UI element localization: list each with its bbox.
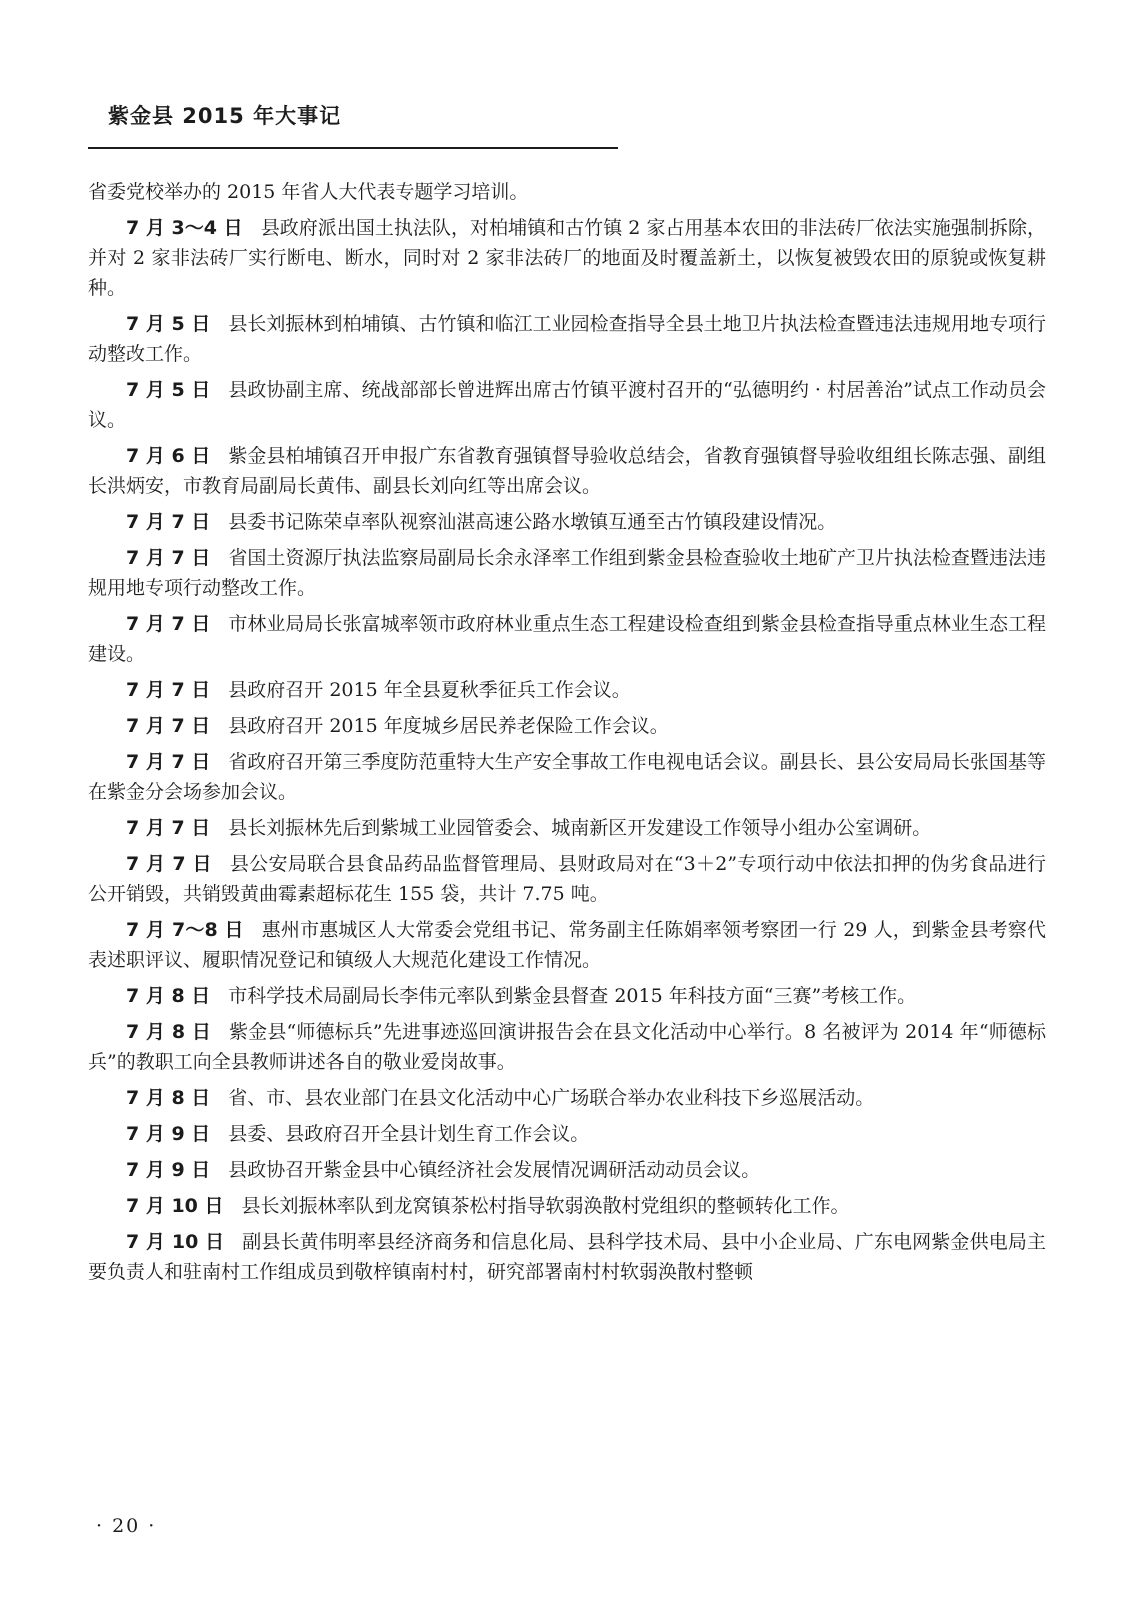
chronicle-entry — [88, 981, 1046, 1011]
entry-text: 紫金县柏埔镇召开申报广东省教育强镇督导验收总结会，省教育强镇督导验收组组长陈志强、副组长洪炳安，市教育局副局长黄伟、副县长刘向红等出席会议。 — [88, 445, 1046, 497]
entry-text: 县政府召开 2015 年度城乡居民养老保险工作会议。 — [228, 715, 669, 737]
chronicle-entry — [88, 375, 1046, 435]
chronicle-entry — [88, 1155, 1046, 1185]
chronicle-entry — [88, 747, 1046, 807]
chronicle-entry — [88, 507, 1046, 537]
entry-text: 省政府召开第三季度防范重特大生产安全事故工作电视电话会议。副县长、县公安局局长张国基等在紫金分会场参加会议。 — [88, 751, 1046, 803]
entry-text: 市科学技术局副局长李伟元率队到紫金县督查 2015 年科技方面“三赛”考核工作。 — [228, 985, 917, 1007]
entry-date: 7 月 7 日 — [126, 853, 212, 875]
chronicle-entry — [88, 1017, 1046, 1077]
running-header: 紫金县 2015 年大事记 — [108, 104, 342, 128]
chronicle-entry — [88, 441, 1046, 501]
entry-date: 7 月 8 日 — [126, 985, 211, 1007]
entry-text: 惠州市惠城区人大常委会党组书记、常务副主任陈娟率领考察团一行 29 人，到紫金县考察代表述职评议、履职情况登记和镇级人大规范化建设工作情况。 — [88, 919, 1046, 971]
chronicle-entry — [88, 675, 1046, 705]
entry-text: 紫金县“师德标兵”先进事迹巡回演讲报告会在县文化活动中心举行。8 名被评为 2014 年“师德标兵”的教职工向全县教师讲述各自的敬业爱岗故事。 — [88, 1021, 1046, 1073]
header-rule — [88, 147, 618, 149]
chronicle-entry — [88, 915, 1046, 975]
entry-date: 7 月 8 日 — [126, 1021, 212, 1043]
entry-date: 7 月 5 日 — [126, 379, 211, 401]
entry-text: 县长刘振林到柏埔镇、古竹镇和临江工业园检查指导全县土地卫片执法检查暨违法违规用地专项行动整改工作。 — [88, 313, 1046, 365]
entry-text: 县政协召开紫金县中心镇经济社会发展情况调研活动动员会议。 — [228, 1159, 761, 1181]
entry-date: 7 月 7 日 — [126, 613, 211, 635]
entry-list — [88, 213, 1046, 1287]
entry-text: 副县长黄伟明率县经济商务和信息化局、县科学技术局、县中小企业局、广东电网紫金供电局主要负责人和驻南村工作组成员到敬梓镇南村村，研究部署南村村软弱涣散村整顿 — [88, 1231, 1046, 1283]
chronicle-entry — [88, 849, 1046, 909]
entry-text: 县政协副主席、统战部部长曾进辉出席古竹镇平渡村召开的“弘德明约 · 村居善治”试点工作动员会议。 — [88, 379, 1046, 431]
entry-date: 7 月 9 日 — [126, 1123, 211, 1145]
entry-date: 7 月 7～8 日 — [126, 919, 244, 941]
chronicle-entry — [88, 1227, 1046, 1287]
entry-date: 7 月 7 日 — [126, 817, 211, 839]
entry-text: 县长刘振林先后到紫城工业园管委会、城南新区开发建设工作领导小组办公室调研。 — [228, 817, 932, 839]
entry-text: 县政府召开 2015 年全县夏秋季征兵工作会议。 — [228, 679, 631, 701]
entry-text: 县公安局联合县食品药品监督管理局、县财政局对在“3＋2”专项行动中依法扣押的伪劣食品进行公开销毁，共销毁黄曲霉素超标花生 155 袋，共计 7.75 吨。 — [88, 853, 1046, 905]
entry-date: 7 月 7 日 — [126, 751, 211, 773]
chronicle-entry — [88, 1191, 1046, 1221]
entry-text: 省、市、县农业部门在县文化活动中心广场联合举办农业科技下乡巡展活动。 — [228, 1087, 875, 1109]
entry-text: 市林业局局长张富城率领市政府林业重点生态工程建设检查组到紫金县检查指导重点林业生态工程建设。 — [88, 613, 1046, 665]
entry-date: 7 月 9 日 — [126, 1159, 211, 1181]
continuation-paragraph: 省委党校举办的 2015 年省人大代表专题学习培训。 — [88, 181, 529, 203]
chronicle-entry — [88, 711, 1046, 741]
entry-text: 县长刘振林率队到龙窝镇茶松村指导软弱涣散村党组织的整顿转化工作。 — [241, 1195, 850, 1217]
entry-text: 县委书记陈荣卓率队视察汕湛高速公路水墩镇互通至古竹镇段建设情况。 — [228, 511, 837, 533]
chronicle-entry — [88, 1119, 1046, 1149]
entry-date: 7 月 7 日 — [126, 547, 211, 569]
entry-date: 7 月 7 日 — [126, 511, 211, 533]
entry-text: 县委、县政府召开全县计划生育工作会议。 — [228, 1123, 590, 1145]
entry-date: 7 月 8 日 — [126, 1087, 211, 1109]
chronicle-entry — [88, 813, 1046, 843]
entry-date: 7 月 10 日 — [126, 1195, 224, 1217]
entry-date: 7 月 6 日 — [126, 445, 211, 467]
entry-date: 7 月 10 日 — [126, 1231, 225, 1253]
entry-text: 县政府派出国土执法队，对柏埔镇和古竹镇 2 家占用基本农田的非法砖厂依法实施强制拆除，并对 2 家非法砖厂实行断电、断水，同时对 2 家非法砖厂的地面及时覆盖新土，以恢复被毁农田的原貌或恢复耕种。 — [88, 217, 1046, 299]
chronicle-entry — [88, 309, 1046, 369]
entry-date: 7 月 3～4 日 — [126, 217, 243, 239]
chronicle-entry — [88, 1083, 1046, 1113]
chronicle-entry — [88, 609, 1046, 669]
chronicle-entry — [88, 213, 1046, 303]
entry-date: 7 月 5 日 — [126, 313, 211, 335]
entry-text: 省国土资源厅执法监察局副局长余永泽率工作组到紫金县检查验收土地矿产卫片执法检查暨违法违规用地专项行动整改工作。 — [88, 547, 1046, 599]
chronicle-entry — [88, 543, 1046, 603]
chronicle-body — [88, 177, 1046, 1293]
entry-date: 7 月 7 日 — [126, 715, 211, 737]
page-number: · 20 · — [96, 1515, 157, 1537]
entry-date: 7 月 7 日 — [126, 679, 211, 701]
